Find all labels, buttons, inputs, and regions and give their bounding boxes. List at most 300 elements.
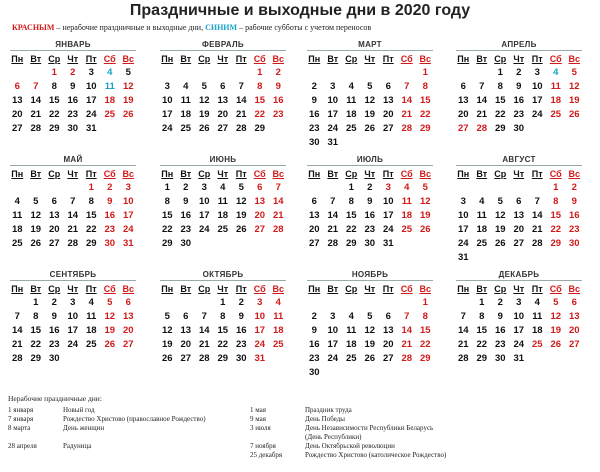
- week-row: [8, 66, 138, 80]
- week-row: [454, 251, 584, 265]
- day-cell: 21: [272, 210, 284, 221]
- day-cell: 13: [308, 210, 320, 221]
- empty-cell: [8, 296, 27, 310]
- day-cell: 17: [327, 109, 339, 120]
- empty-cell: [305, 181, 324, 195]
- empty-cell: [416, 366, 435, 380]
- day-cell: 13: [457, 95, 469, 106]
- day-cell: 7: [460, 311, 466, 322]
- day-cell: 19: [494, 224, 506, 235]
- weekday-label: Сб: [549, 54, 562, 64]
- day-cell: 5: [238, 182, 244, 193]
- weekday-label: Вс: [568, 284, 580, 294]
- holiday-item: [250, 424, 446, 433]
- holiday-item: [250, 442, 446, 451]
- day-cell: 3: [516, 297, 522, 308]
- day-cell: 24: [457, 238, 469, 249]
- day-cell: 23: [235, 339, 247, 350]
- day-cell: 13: [11, 95, 23, 106]
- empty-cell: [454, 296, 473, 310]
- week-row: [158, 352, 288, 366]
- weekday-label: Вт: [476, 54, 488, 64]
- day-cell: 8: [88, 196, 94, 207]
- week-row: [158, 310, 288, 324]
- weekday-label: Вс: [568, 54, 580, 64]
- day-cell: 1: [164, 182, 170, 193]
- empty-cell: [119, 352, 138, 366]
- day-cell: 2: [516, 67, 522, 78]
- weekday-label: Сб: [400, 284, 413, 294]
- week-row: [8, 310, 138, 324]
- day-cell: 22: [85, 224, 97, 235]
- day-cell: 30: [235, 353, 247, 364]
- week-row: [158, 80, 288, 94]
- day-cell: 16: [104, 210, 116, 221]
- empty-cell: [379, 296, 398, 310]
- day-cell: 8: [257, 81, 263, 92]
- month-divider: [456, 50, 582, 51]
- day-cell: 9: [571, 196, 577, 207]
- day-cell: 9: [238, 311, 244, 322]
- day-cell: 23: [494, 339, 506, 350]
- day-cell: 16: [513, 95, 525, 106]
- holiday-name: День Октябрьской революции: [305, 442, 395, 450]
- day-cell: 6: [125, 297, 131, 308]
- day-cell: 27: [122, 339, 134, 350]
- week-row: [158, 66, 288, 80]
- day-cell: 6: [460, 81, 466, 92]
- day-cell: 19: [161, 339, 173, 350]
- day-cell: 9: [70, 81, 76, 92]
- day-cell: 20: [180, 339, 192, 350]
- day-cell: 25: [104, 109, 116, 120]
- day-cell: 13: [217, 95, 229, 106]
- day-cell: 9: [497, 311, 503, 322]
- empty-cell: [305, 296, 324, 310]
- day-cell: 28: [401, 353, 413, 364]
- day-cell: 11: [12, 210, 23, 221]
- day-cell: 17: [122, 210, 134, 221]
- day-cell: 15: [30, 325, 42, 336]
- empty-cell: [195, 237, 214, 251]
- day-cell: 27: [382, 353, 394, 364]
- month-name: СЕНТЯБРЬ: [49, 270, 97, 279]
- day-cell: 26: [494, 238, 506, 249]
- week-row: [158, 195, 288, 209]
- day-cell: 26: [30, 238, 42, 249]
- day-cell: 6: [311, 196, 317, 207]
- day-cell: 24: [513, 339, 525, 350]
- day-cell: 29: [85, 238, 97, 249]
- week-row: [454, 296, 584, 310]
- day-cell: 21: [327, 224, 339, 235]
- day-cell: 18: [550, 95, 562, 106]
- week-row: [454, 181, 584, 195]
- day-cell: 12: [30, 210, 42, 221]
- day-cell: 10: [254, 311, 266, 322]
- month-divider: [456, 165, 582, 166]
- weekday-label: Чт: [67, 169, 79, 179]
- day-cell: 26: [235, 224, 247, 235]
- day-cell: 23: [272, 109, 284, 120]
- weekday-label: Вс: [272, 169, 284, 179]
- empty-cell: [416, 237, 435, 251]
- day-cell: 19: [104, 325, 116, 336]
- day-cell: 29: [30, 353, 42, 364]
- week-row: [305, 181, 435, 195]
- empty-cell: [565, 251, 584, 265]
- weekday-label: Вт: [476, 169, 488, 179]
- day-cell: 17: [161, 109, 173, 120]
- day-cell: 12: [235, 196, 247, 207]
- weekday-label: Ср: [198, 54, 211, 64]
- day-cell: 31: [382, 238, 394, 249]
- day-cell: 12: [198, 95, 210, 106]
- day-cell: 31: [85, 123, 97, 134]
- weekday-header: [8, 167, 138, 181]
- day-cell: 25: [11, 238, 23, 249]
- day-cell: 5: [201, 81, 207, 92]
- holiday-date: 1 мая: [250, 406, 266, 414]
- empty-cell: [528, 181, 547, 195]
- week-row: [158, 122, 288, 136]
- empty-cell: [454, 66, 473, 80]
- day-cell: 7: [404, 81, 410, 92]
- day-cell: 27: [217, 123, 229, 134]
- week-row: [305, 366, 435, 380]
- day-cell: 11: [180, 95, 191, 106]
- empty-cell: [195, 296, 214, 310]
- day-cell: 3: [460, 196, 466, 207]
- empty-cell: [565, 352, 584, 366]
- empty-cell: [101, 352, 120, 366]
- weekday-label: Чт: [513, 169, 525, 179]
- day-cell: 7: [479, 81, 485, 92]
- day-cell: 2: [238, 297, 244, 308]
- legend-red-desc: – нерабочие праздничные и выходные дни,: [54, 23, 206, 32]
- day-cell: 10: [67, 311, 79, 322]
- empty-cell: [8, 66, 27, 80]
- day-cell: 10: [457, 210, 469, 221]
- day-cell: 6: [385, 81, 391, 92]
- day-cell: 21: [11, 339, 23, 350]
- day-cell: 8: [220, 311, 226, 322]
- empty-cell: [491, 181, 510, 195]
- day-cell: 7: [238, 81, 244, 92]
- day-cell: 22: [48, 109, 60, 120]
- day-cell: 23: [67, 109, 79, 120]
- day-cell: 30: [568, 238, 580, 249]
- day-cell: 30: [494, 353, 506, 364]
- day-cell: 3: [125, 182, 131, 193]
- day-cell: 6: [516, 196, 522, 207]
- day-cell: 24: [161, 123, 173, 134]
- weekday-label: Пт: [235, 169, 247, 179]
- empty-cell: [101, 122, 120, 136]
- day-cell: 18: [401, 210, 413, 221]
- day-cell: 7: [201, 311, 207, 322]
- empty-cell: [269, 237, 288, 251]
- page-title: Праздничные и выходные дни в 2020 году: [129, 2, 471, 19]
- day-cell: 14: [457, 325, 469, 336]
- week-row: [305, 324, 435, 338]
- day-cell: 8: [51, 81, 57, 92]
- day-cell: 1: [553, 182, 559, 193]
- day-cell: 7: [14, 311, 20, 322]
- day-cell: 27: [568, 339, 580, 350]
- weekday-label: Пн: [457, 54, 470, 64]
- day-cell: 12: [161, 325, 173, 336]
- day-cell: 19: [419, 210, 431, 221]
- weekday-header: [305, 167, 435, 181]
- weekday-label: Сб: [253, 284, 266, 294]
- weekday-label: Ср: [494, 169, 507, 179]
- day-cell: 26: [550, 339, 562, 350]
- month-calendar: [8, 270, 138, 366]
- day-cell: 2: [311, 311, 317, 322]
- day-cell: 31: [457, 252, 469, 263]
- weekday-label: Ср: [48, 169, 61, 179]
- day-cell: 13: [254, 196, 266, 207]
- month-name: АВГУСТ: [502, 155, 536, 164]
- weekday-label: Вс: [568, 169, 580, 179]
- weekday-label: Чт: [67, 284, 79, 294]
- day-cell: 18: [345, 109, 357, 120]
- day-cell: 25: [345, 353, 357, 364]
- day-cell: 18: [217, 210, 229, 221]
- day-cell: 17: [327, 339, 339, 350]
- day-cell: 3: [534, 67, 540, 78]
- day-cell: 6: [571, 297, 577, 308]
- day-cell: 22: [476, 339, 488, 350]
- day-cell: 28: [476, 123, 488, 134]
- weekday-label: Вт: [30, 169, 42, 179]
- day-cell: 3: [164, 81, 170, 92]
- day-cell: 11: [346, 325, 357, 336]
- week-row: [8, 296, 138, 310]
- weekday-label: Пт: [382, 169, 394, 179]
- empty-cell: [27, 66, 46, 80]
- day-cell: 17: [513, 325, 525, 336]
- day-cell: 29: [550, 238, 562, 249]
- empty-cell: [195, 66, 214, 80]
- day-cell: 20: [382, 339, 394, 350]
- day-cell: 20: [308, 224, 320, 235]
- empty-cell: [473, 181, 492, 195]
- empty-cell: [119, 122, 138, 136]
- week-row: [454, 209, 584, 223]
- weekday-label: Ср: [494, 54, 507, 64]
- month-calendar: [305, 270, 435, 380]
- day-cell: 22: [217, 339, 229, 350]
- holiday-item: [8, 433, 206, 442]
- empty-cell: [342, 296, 361, 310]
- day-cell: 19: [364, 109, 376, 120]
- day-cell: 14: [67, 210, 79, 221]
- day-cell: 9: [311, 325, 317, 336]
- day-cell: 14: [476, 95, 488, 106]
- day-cell: 16: [67, 95, 79, 106]
- day-cell: 27: [308, 238, 320, 249]
- week-row: [158, 338, 288, 352]
- week-row: [454, 108, 584, 122]
- empty-cell: [232, 237, 251, 251]
- holiday-name: День Победы: [305, 415, 345, 423]
- day-cell: 13: [513, 210, 525, 221]
- day-cell: 24: [122, 224, 134, 235]
- empty-cell: [473, 66, 492, 80]
- day-cell: 27: [254, 224, 266, 235]
- day-cell: 20: [513, 224, 525, 235]
- empty-cell: [214, 237, 233, 251]
- day-cell: 25: [345, 123, 357, 134]
- day-cell: 25: [401, 224, 413, 235]
- day-cell: 21: [401, 109, 413, 120]
- day-cell: 26: [364, 353, 376, 364]
- empty-cell: [547, 251, 566, 265]
- week-row: [305, 310, 435, 324]
- day-cell: 19: [568, 95, 580, 106]
- week-row: [454, 223, 584, 237]
- weekday-label: Пн: [308, 54, 321, 64]
- month-divider: [307, 165, 433, 166]
- weekday-label: Чт: [217, 54, 229, 64]
- holiday-date: 28 апреля: [8, 442, 37, 450]
- day-cell: 27: [457, 123, 469, 134]
- day-cell: 5: [571, 67, 577, 78]
- weekday-label: Вт: [327, 284, 339, 294]
- day-cell: 20: [457, 109, 469, 120]
- day-cell: 22: [254, 109, 266, 120]
- empty-cell: [361, 296, 380, 310]
- day-cell: 26: [419, 224, 431, 235]
- empty-cell: [547, 122, 566, 136]
- day-cell: 2: [70, 67, 76, 78]
- weekday-label: Вс: [272, 284, 284, 294]
- day-cell: 22: [550, 224, 562, 235]
- month-calendar: [305, 40, 435, 150]
- month-name: ИЮЛЬ: [356, 155, 384, 164]
- day-cell: 18: [476, 224, 488, 235]
- month-divider: [307, 50, 433, 51]
- week-row: [8, 195, 138, 209]
- month-name: ИЮНЬ: [209, 155, 237, 164]
- day-cell: 12: [550, 311, 562, 322]
- day-cell: 18: [11, 224, 23, 235]
- day-cell: 9: [516, 81, 522, 92]
- empty-cell: [82, 352, 101, 366]
- day-cell: 7: [33, 81, 39, 92]
- weekday-header: [305, 52, 435, 66]
- day-cell: 13: [382, 95, 394, 106]
- day-cell: 11: [401, 196, 412, 207]
- day-cell: 5: [33, 196, 39, 207]
- day-cell: 9: [311, 95, 317, 106]
- day-cell: 6: [51, 196, 57, 207]
- empty-cell: [361, 66, 380, 80]
- day-cell: 7: [534, 196, 540, 207]
- weekday-label: Пт: [85, 284, 97, 294]
- day-cell: 27: [382, 123, 394, 134]
- week-row: [454, 352, 584, 366]
- day-cell: 13: [382, 325, 394, 336]
- day-cell: 19: [235, 210, 247, 221]
- holiday-name: День женщин: [63, 424, 105, 432]
- day-cell: 2: [107, 182, 113, 193]
- day-cell: 1: [348, 182, 354, 193]
- day-cell: 29: [48, 123, 60, 134]
- day-cell: 24: [327, 353, 339, 364]
- month-calendar: [8, 155, 138, 251]
- day-cell: 21: [401, 339, 413, 350]
- weekday-label: Ср: [345, 284, 358, 294]
- day-cell: 1: [88, 182, 94, 193]
- day-cell: 28: [272, 224, 284, 235]
- day-cell: 19: [198, 109, 210, 120]
- day-cell: 11: [217, 196, 228, 207]
- day-cell: 17: [457, 224, 469, 235]
- day-cell: 4: [183, 81, 189, 92]
- day-cell: 29: [476, 353, 488, 364]
- day-cell: 30: [308, 367, 320, 378]
- weekday-label: Сб: [400, 54, 413, 64]
- day-cell: 10: [531, 81, 543, 92]
- day-cell: 16: [272, 95, 284, 106]
- empty-cell: [177, 66, 196, 80]
- day-cell: 30: [104, 238, 116, 249]
- day-cell: 30: [67, 123, 79, 134]
- week-row: [158, 108, 288, 122]
- holiday-item: [8, 424, 206, 433]
- day-cell: 15: [254, 95, 266, 106]
- day-cell: 2: [51, 297, 57, 308]
- month-name: МАРТ: [358, 40, 382, 49]
- holiday-name: День Независимости Республики Беларусь: [305, 424, 434, 432]
- month-name: ДЕКАБРЬ: [498, 270, 540, 279]
- week-row: [305, 136, 435, 150]
- empty-cell: [324, 296, 343, 310]
- day-cell: 22: [419, 339, 431, 350]
- day-cell: 9: [367, 196, 373, 207]
- month-calendar: [158, 155, 288, 251]
- holiday-date: 3 июля: [250, 424, 271, 432]
- empty-cell: [361, 136, 380, 150]
- day-cell: 10: [161, 95, 173, 106]
- weekday-label: Пн: [161, 169, 174, 179]
- empty-cell: [158, 296, 177, 310]
- day-cell: 20: [254, 210, 266, 221]
- weekday-header: [454, 167, 584, 181]
- empty-cell: [45, 181, 64, 195]
- week-row: [158, 94, 288, 108]
- day-cell: 5: [164, 311, 170, 322]
- day-cell: 17: [85, 95, 97, 106]
- day-cell: 10: [382, 196, 394, 207]
- day-cell: 30: [364, 238, 376, 249]
- day-cell: 17: [254, 325, 266, 336]
- weekday-label: Пт: [382, 284, 394, 294]
- day-cell: 4: [220, 182, 226, 193]
- day-cell: 7: [70, 196, 76, 207]
- weekday-label: Сб: [103, 169, 116, 179]
- day-cell: 16: [568, 210, 580, 221]
- day-cell: 13: [122, 311, 134, 322]
- day-cell: 29: [345, 238, 357, 249]
- weekday-label: Ср: [345, 54, 358, 64]
- day-cell: 20: [122, 325, 134, 336]
- empty-cell: [565, 122, 584, 136]
- day-cell: 28: [67, 238, 79, 249]
